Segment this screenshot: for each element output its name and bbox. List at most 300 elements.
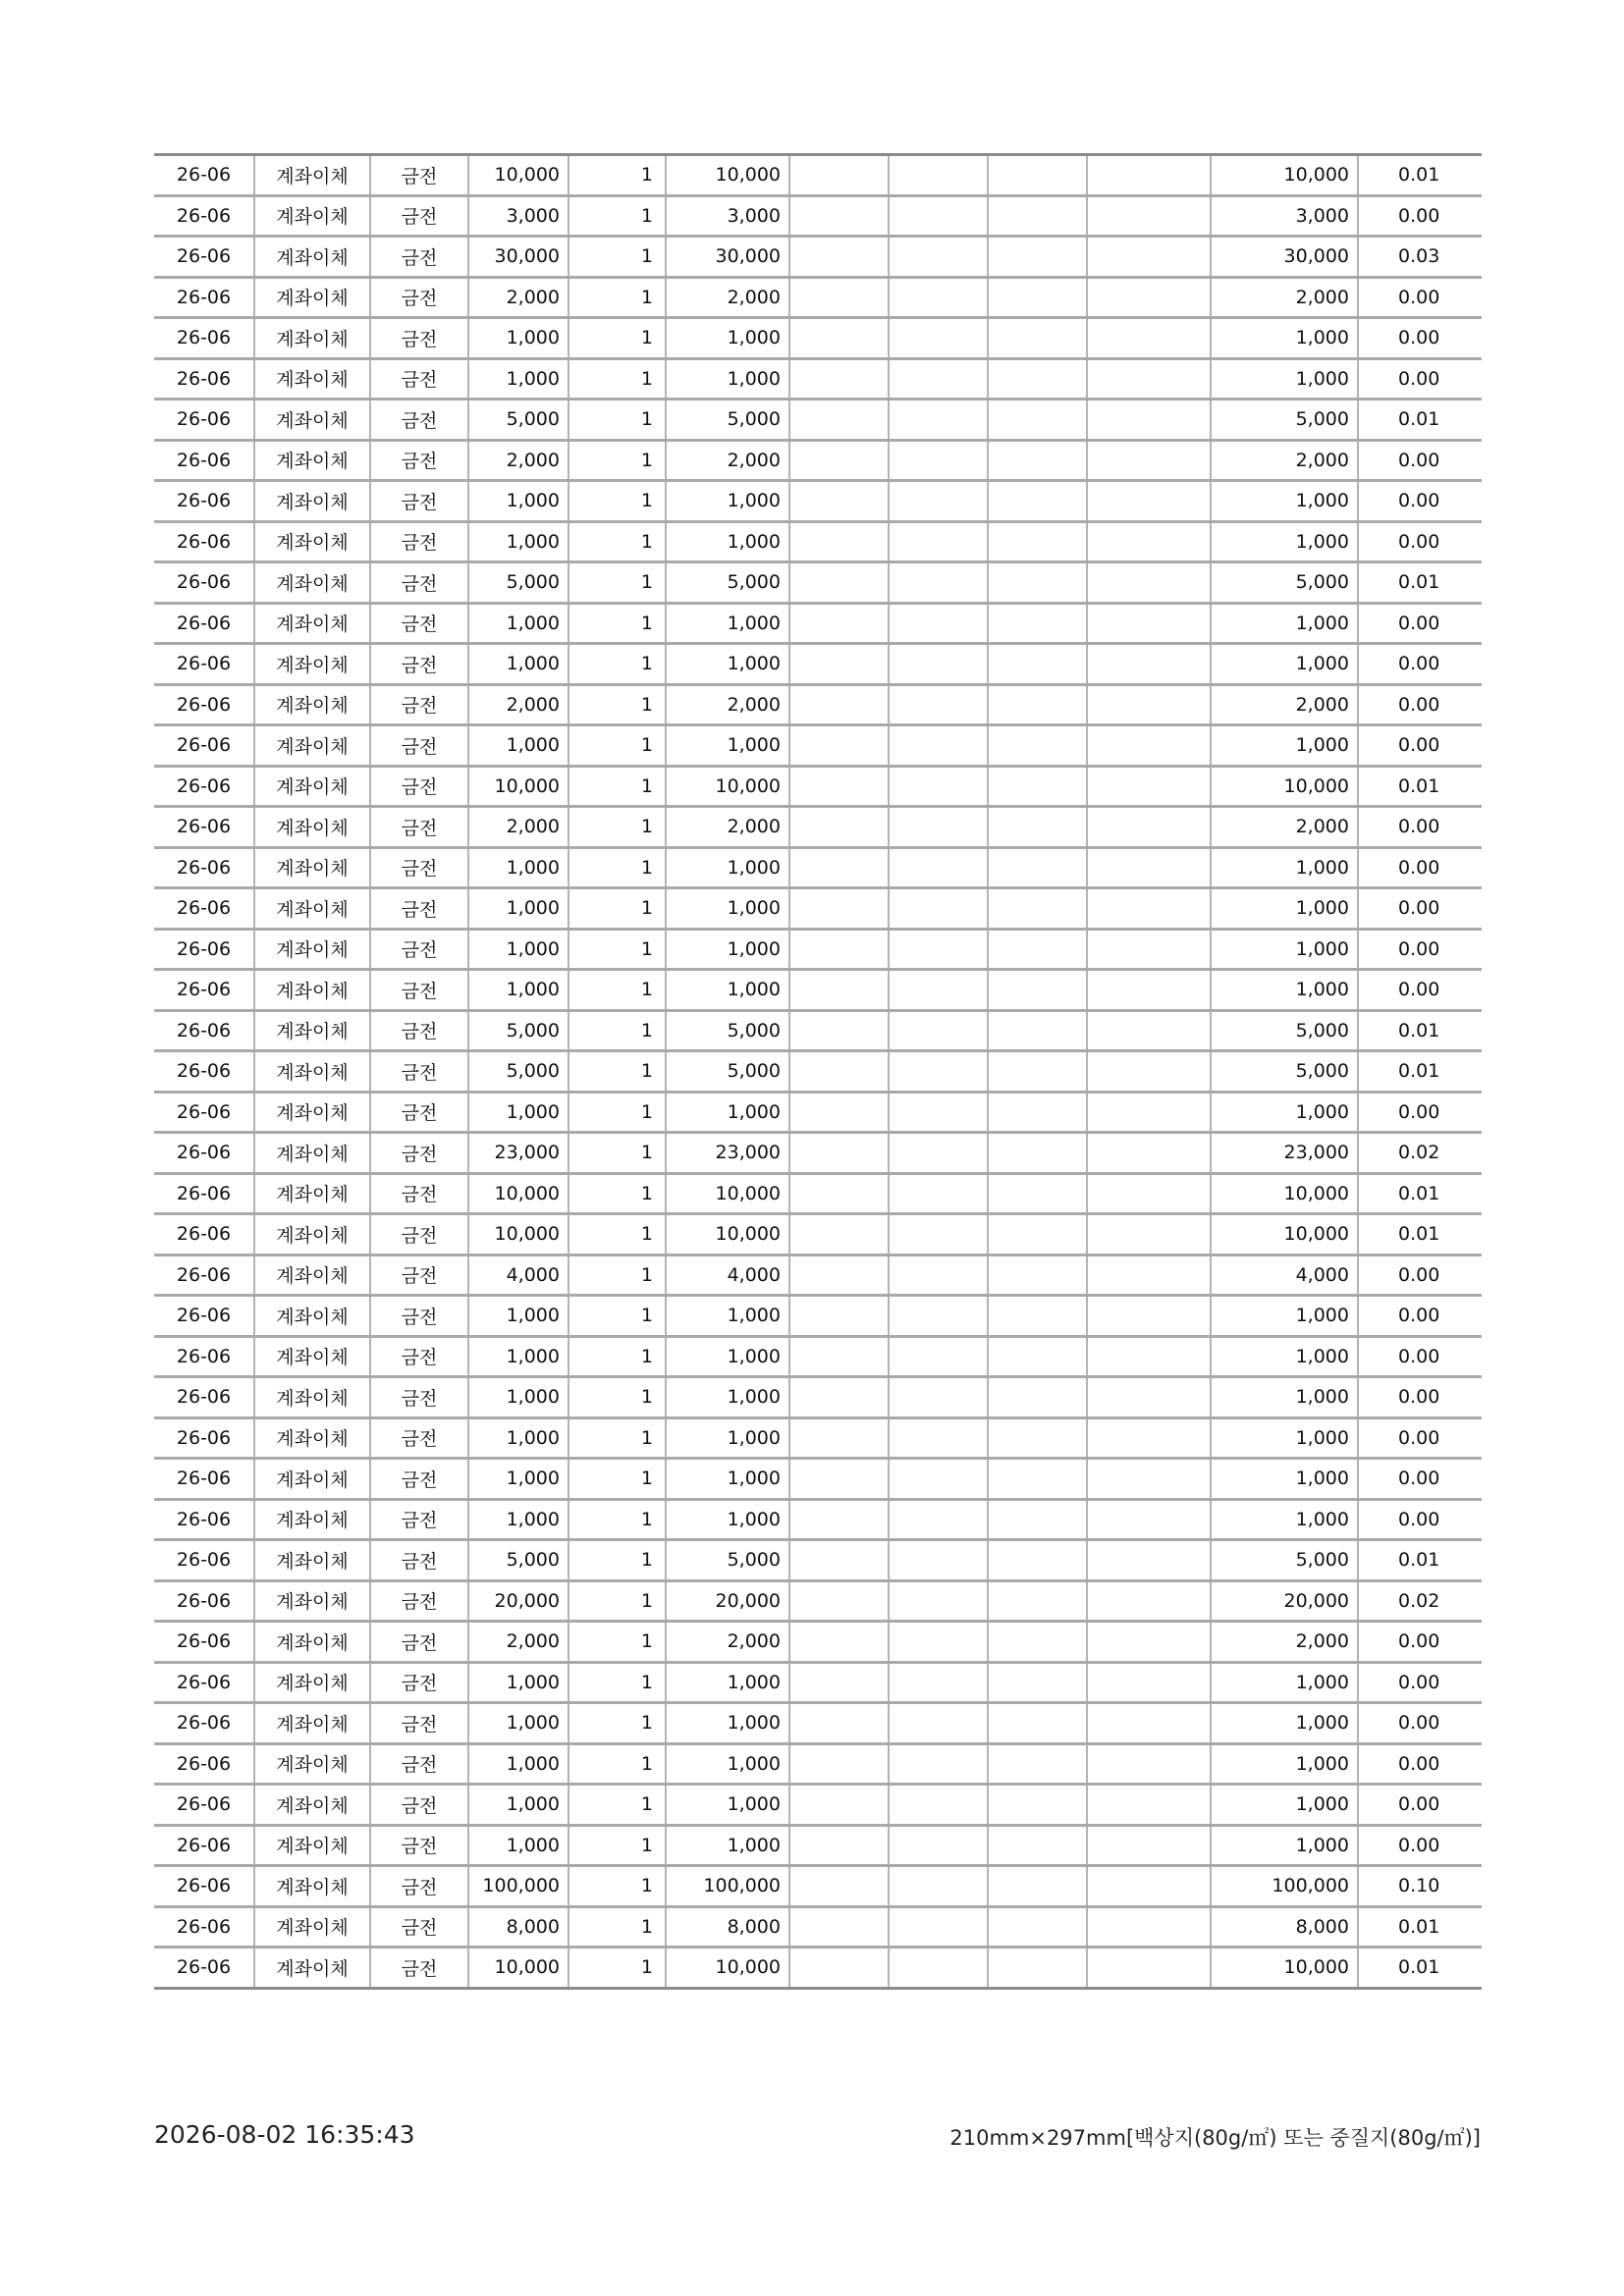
cell-payment-method: 계좌이체 <box>254 1133 370 1174</box>
cell-amount: 1,000 <box>666 970 789 1011</box>
cell-blank <box>889 766 988 807</box>
cell-blank <box>889 1417 988 1459</box>
cell-type: 금전 <box>370 1010 468 1051</box>
cell-payment-method: 계좌이체 <box>254 277 370 318</box>
cell-blank <box>988 237 1087 278</box>
cell-blank <box>889 1459 988 1500</box>
cell-blank <box>889 1540 988 1581</box>
cell-total: 2,000 <box>1211 807 1358 848</box>
cell-rate: 0.00 <box>1358 1703 1482 1744</box>
cell-period: 26-06 <box>154 1010 254 1051</box>
cell-payment-method: 계좌이체 <box>254 929 370 970</box>
cell-rate: 0.01 <box>1358 1540 1482 1581</box>
cell-rate: 0.00 <box>1358 644 1482 685</box>
cell-blank <box>789 1133 889 1174</box>
cell-rate: 0.00 <box>1358 1255 1482 1296</box>
cell-blank <box>789 1743 889 1785</box>
cell-payment-method: 계좌이체 <box>254 1417 370 1459</box>
cell-total: 1,000 <box>1211 1662 1358 1703</box>
cell-blank <box>889 400 988 441</box>
cell-blank <box>1087 521 1211 562</box>
cell-period: 26-06 <box>154 1499 254 1540</box>
cell-payment-method: 계좌이체 <box>254 1173 370 1214</box>
cell-payment-method: 계좌이체 <box>254 1377 370 1418</box>
ledger-body <box>154 155 1482 1989</box>
cell-type: 금전 <box>370 195 468 237</box>
cell-payment-method: 계좌이체 <box>254 603 370 644</box>
cell-amount: 1,000 <box>666 318 789 359</box>
cell-period: 26-06 <box>154 807 254 848</box>
cell-amount: 10,000 <box>666 766 789 807</box>
cell-blank <box>988 1580 1087 1622</box>
cell-type: 금전 <box>370 725 468 767</box>
cell-type: 금전 <box>370 1703 468 1744</box>
cell-payment-method: 계좌이체 <box>254 481 370 522</box>
cell-unit-amount: 10,000 <box>468 1173 568 1214</box>
cell-total: 1,000 <box>1211 1377 1358 1418</box>
cell-quantity: 1 <box>568 318 666 359</box>
cell-total: 20,000 <box>1211 1580 1358 1622</box>
cell-blank <box>789 481 889 522</box>
table-row <box>154 1173 1482 1214</box>
cell-quantity: 1 <box>568 1540 666 1581</box>
cell-unit-amount: 1,000 <box>468 481 568 522</box>
cell-total: 8,000 <box>1211 1906 1358 1948</box>
cell-total: 23,000 <box>1211 1133 1358 1174</box>
cell-rate: 0.00 <box>1358 684 1482 725</box>
cell-rate: 0.01 <box>1358 562 1482 604</box>
cell-blank <box>988 807 1087 848</box>
cell-quantity: 1 <box>568 725 666 767</box>
cell-unit-amount: 1,000 <box>468 1743 568 1785</box>
cell-unit-amount: 1,000 <box>468 1336 568 1377</box>
cell-blank <box>1087 888 1211 930</box>
cell-blank <box>1087 1948 1211 1989</box>
cell-blank <box>1087 1622 1211 1663</box>
cell-rate: 0.00 <box>1358 1743 1482 1785</box>
cell-blank <box>889 237 988 278</box>
table-row <box>154 195 1482 237</box>
cell-blank <box>889 1906 988 1948</box>
cell-period: 26-06 <box>154 358 254 400</box>
cell-total: 2,000 <box>1211 277 1358 318</box>
cell-type: 금전 <box>370 1499 468 1540</box>
cell-rate: 0.01 <box>1358 1214 1482 1255</box>
cell-payment-method: 계좌이체 <box>254 1785 370 1826</box>
cell-blank <box>789 1948 889 1989</box>
cell-blank <box>789 1377 889 1418</box>
cell-rate: 0.00 <box>1358 603 1482 644</box>
cell-blank <box>789 1296 889 1337</box>
table-row <box>154 481 1482 522</box>
cell-unit-amount: 1,000 <box>468 1092 568 1133</box>
cell-blank <box>988 155 1087 196</box>
cell-period: 26-06 <box>154 1906 254 1948</box>
cell-period: 26-06 <box>154 521 254 562</box>
cell-period: 26-06 <box>154 481 254 522</box>
cell-blank <box>988 1948 1087 1989</box>
cell-unit-amount: 1,000 <box>468 970 568 1011</box>
cell-blank <box>889 1051 988 1093</box>
cell-total: 1,000 <box>1211 1703 1358 1744</box>
cell-total: 1,000 <box>1211 358 1358 400</box>
cell-total: 2,000 <box>1211 440 1358 481</box>
cell-unit-amount: 30,000 <box>468 237 568 278</box>
cell-rate: 0.00 <box>1358 1785 1482 1826</box>
cell-unit-amount: 2,000 <box>468 807 568 848</box>
cell-type: 금전 <box>370 440 468 481</box>
cell-period: 26-06 <box>154 1133 254 1174</box>
cell-blank <box>1087 847 1211 888</box>
cell-unit-amount: 2,000 <box>468 1622 568 1663</box>
cell-payment-method: 계좌이체 <box>254 1948 370 1989</box>
cell-blank <box>1087 725 1211 767</box>
cell-rate: 0.01 <box>1358 1173 1482 1214</box>
cell-blank <box>889 277 988 318</box>
cell-amount: 2,000 <box>666 684 789 725</box>
cell-blank <box>1087 400 1211 441</box>
cell-total: 10,000 <box>1211 1173 1358 1214</box>
cell-blank <box>988 684 1087 725</box>
cell-rate: 0.00 <box>1358 1296 1482 1337</box>
cell-blank <box>1087 318 1211 359</box>
cell-blank <box>1087 644 1211 685</box>
cell-unit-amount: 5,000 <box>468 1010 568 1051</box>
table-row <box>154 1092 1482 1133</box>
cell-quantity: 1 <box>568 562 666 604</box>
cell-blank <box>988 358 1087 400</box>
cell-period: 26-06 <box>154 1092 254 1133</box>
cell-period: 26-06 <box>154 766 254 807</box>
cell-amount: 1,000 <box>666 603 789 644</box>
cell-payment-method: 계좌이체 <box>254 155 370 196</box>
cell-quantity: 1 <box>568 970 666 1011</box>
cell-blank <box>1087 1540 1211 1581</box>
table-row <box>154 440 1482 481</box>
cell-rate: 0.00 <box>1358 847 1482 888</box>
cell-unit-amount: 1,000 <box>468 1499 568 1540</box>
table-row <box>154 847 1482 888</box>
cell-amount: 1,000 <box>666 1743 789 1785</box>
cell-blank <box>889 1743 988 1785</box>
cell-type: 금전 <box>370 644 468 685</box>
cell-unit-amount: 4,000 <box>468 1255 568 1296</box>
cell-rate: 0.01 <box>1358 1906 1482 1948</box>
table-row <box>154 1417 1482 1459</box>
table-row <box>154 1214 1482 1255</box>
cell-amount: 1,000 <box>666 358 789 400</box>
cell-amount: 2,000 <box>666 1622 789 1663</box>
cell-total: 1,000 <box>1211 603 1358 644</box>
cell-blank <box>789 358 889 400</box>
cell-blank <box>988 318 1087 359</box>
cell-rate: 0.00 <box>1358 521 1482 562</box>
cell-blank <box>789 1417 889 1459</box>
cell-payment-method: 계좌이체 <box>254 318 370 359</box>
cell-period: 26-06 <box>154 155 254 196</box>
cell-blank <box>889 1214 988 1255</box>
table-row <box>154 888 1482 930</box>
cell-quantity: 1 <box>568 1377 666 1418</box>
cell-blank <box>889 929 988 970</box>
cell-unit-amount: 1,000 <box>468 725 568 767</box>
cell-blank <box>1087 1703 1211 1744</box>
cell-amount: 1,000 <box>666 1825 789 1866</box>
cell-period: 26-06 <box>154 440 254 481</box>
cell-payment-method: 계좌이체 <box>254 1296 370 1337</box>
cell-blank <box>889 440 988 481</box>
cell-unit-amount: 2,000 <box>468 684 568 725</box>
cell-total: 1,000 <box>1211 929 1358 970</box>
cell-rate: 0.10 <box>1358 1866 1482 1907</box>
cell-rate: 0.00 <box>1358 1336 1482 1377</box>
cell-period: 26-06 <box>154 644 254 685</box>
cell-rate: 0.02 <box>1358 1133 1482 1174</box>
cell-blank <box>988 1703 1087 1744</box>
cell-blank <box>1087 1214 1211 1255</box>
cell-blank <box>988 1377 1087 1418</box>
cell-rate: 0.00 <box>1358 318 1482 359</box>
cell-rate: 0.00 <box>1358 807 1482 848</box>
cell-period: 26-06 <box>154 1459 254 1500</box>
cell-quantity: 1 <box>568 1866 666 1907</box>
cell-blank <box>1087 1662 1211 1703</box>
cell-amount: 1,000 <box>666 1417 789 1459</box>
cell-blank <box>988 1336 1087 1377</box>
cell-blank <box>789 1214 889 1255</box>
cell-blank <box>1087 481 1211 522</box>
cell-blank <box>1087 1051 1211 1093</box>
cell-type: 금전 <box>370 603 468 644</box>
cell-unit-amount: 2,000 <box>468 277 568 318</box>
cell-blank <box>789 888 889 930</box>
cell-unit-amount: 1,000 <box>468 1662 568 1703</box>
cell-blank <box>1087 155 1211 196</box>
cell-total: 1,000 <box>1211 725 1358 767</box>
cell-total: 5,000 <box>1211 1010 1358 1051</box>
cell-total: 1,000 <box>1211 970 1358 1011</box>
cell-blank <box>889 1499 988 1540</box>
cell-quantity: 1 <box>568 1417 666 1459</box>
cell-blank <box>1087 1580 1211 1622</box>
cell-blank <box>889 847 988 888</box>
cell-blank <box>889 195 988 237</box>
cell-blank <box>988 1173 1087 1214</box>
cell-blank <box>789 1010 889 1051</box>
cell-amount: 5,000 <box>666 1051 789 1093</box>
cell-blank <box>988 521 1087 562</box>
cell-payment-method: 계좌이체 <box>254 1580 370 1622</box>
cell-blank <box>789 1051 889 1093</box>
table-row <box>154 237 1482 278</box>
cell-blank <box>889 1948 988 1989</box>
cell-blank <box>889 1092 988 1133</box>
cell-period: 26-06 <box>154 847 254 888</box>
cell-quantity: 1 <box>568 1092 666 1133</box>
cell-amount: 10,000 <box>666 1214 789 1255</box>
cell-type: 금전 <box>370 1336 468 1377</box>
cell-blank <box>1087 1336 1211 1377</box>
table-row <box>154 1459 1482 1500</box>
cell-total: 10,000 <box>1211 1214 1358 1255</box>
cell-quantity: 1 <box>568 1173 666 1214</box>
cell-blank <box>789 807 889 848</box>
cell-blank <box>889 1622 988 1663</box>
cell-payment-method: 계좌이체 <box>254 1459 370 1500</box>
table-row <box>154 970 1482 1011</box>
cell-total: 4,000 <box>1211 1255 1358 1296</box>
table-row <box>154 400 1482 441</box>
cell-blank <box>889 1703 988 1744</box>
cell-blank <box>1087 1785 1211 1826</box>
cell-rate: 0.00 <box>1358 358 1482 400</box>
cell-blank <box>988 481 1087 522</box>
cell-total: 1,000 <box>1211 888 1358 930</box>
cell-quantity: 1 <box>568 155 666 196</box>
cell-rate: 0.01 <box>1358 1051 1482 1093</box>
paper-spec: 210mm×297mm[백상지(80g/㎡) 또는 중질지(80g/㎡)] <box>949 2126 1481 2150</box>
cell-unit-amount: 5,000 <box>468 400 568 441</box>
cell-unit-amount: 1,000 <box>468 888 568 930</box>
cell-payment-method: 계좌이체 <box>254 358 370 400</box>
cell-type: 금전 <box>370 847 468 888</box>
cell-period: 26-06 <box>154 318 254 359</box>
cell-rate: 0.01 <box>1358 766 1482 807</box>
table-row <box>154 929 1482 970</box>
cell-payment-method: 계좌이체 <box>254 1540 370 1581</box>
cell-rate: 0.00 <box>1358 929 1482 970</box>
cell-total: 1,000 <box>1211 521 1358 562</box>
cell-amount: 1,000 <box>666 1459 789 1500</box>
table-row <box>154 1580 1482 1622</box>
cell-rate: 0.00 <box>1358 1417 1482 1459</box>
table-row <box>154 1906 1482 1948</box>
cell-blank <box>889 1296 988 1337</box>
cell-period: 26-06 <box>154 1662 254 1703</box>
cell-payment-method: 계좌이체 <box>254 1825 370 1866</box>
cell-total: 1,000 <box>1211 318 1358 359</box>
cell-period: 26-06 <box>154 1825 254 1866</box>
cell-amount: 20,000 <box>666 1580 789 1622</box>
cell-unit-amount: 1,000 <box>468 847 568 888</box>
cell-blank <box>1087 1825 1211 1866</box>
cell-unit-amount: 10,000 <box>468 155 568 196</box>
cell-period: 26-06 <box>154 1866 254 1907</box>
cell-blank <box>988 400 1087 441</box>
cell-blank <box>889 1825 988 1866</box>
cell-blank <box>1087 1499 1211 1540</box>
cell-quantity: 1 <box>568 195 666 237</box>
cell-type: 금전 <box>370 1133 468 1174</box>
cell-period: 26-06 <box>154 1214 254 1255</box>
cell-quantity: 1 <box>568 400 666 441</box>
cell-blank <box>988 1499 1087 1540</box>
cell-quantity: 1 <box>568 1622 666 1663</box>
cell-payment-method: 계좌이체 <box>254 1051 370 1093</box>
cell-type: 금전 <box>370 562 468 604</box>
cell-type: 금전 <box>370 970 468 1011</box>
cell-type: 금전 <box>370 1255 468 1296</box>
cell-blank <box>1087 1417 1211 1459</box>
cell-quantity: 1 <box>568 684 666 725</box>
cell-blank <box>789 847 889 888</box>
cell-blank <box>889 562 988 604</box>
cell-period: 26-06 <box>154 970 254 1011</box>
cell-unit-amount: 1,000 <box>468 644 568 685</box>
cell-type: 금전 <box>370 1051 468 1093</box>
cell-blank <box>988 929 1087 970</box>
cell-quantity: 1 <box>568 1948 666 1989</box>
cell-blank <box>988 1051 1087 1093</box>
cell-blank <box>1087 603 1211 644</box>
cell-amount: 1,000 <box>666 847 789 888</box>
cell-period: 26-06 <box>154 277 254 318</box>
table-row <box>154 1336 1482 1377</box>
cell-payment-method: 계좌이체 <box>254 1255 370 1296</box>
cell-amount: 2,000 <box>666 807 789 848</box>
cell-blank <box>789 1459 889 1500</box>
cell-quantity: 1 <box>568 888 666 930</box>
cell-quantity: 1 <box>568 1051 666 1093</box>
cell-payment-method: 계좌이체 <box>254 400 370 441</box>
cell-payment-method: 계좌이체 <box>254 1092 370 1133</box>
cell-blank <box>889 1133 988 1174</box>
cell-blank <box>789 1255 889 1296</box>
cell-quantity: 1 <box>568 521 666 562</box>
cell-amount: 1,000 <box>666 1499 789 1540</box>
cell-blank <box>789 1580 889 1622</box>
cell-blank <box>789 766 889 807</box>
cell-period: 26-06 <box>154 1051 254 1093</box>
cell-blank <box>988 644 1087 685</box>
cell-amount: 1,000 <box>666 929 789 970</box>
cell-total: 2,000 <box>1211 1622 1358 1663</box>
cell-payment-method: 계좌이체 <box>254 888 370 930</box>
table-row <box>154 1255 1482 1296</box>
cell-period: 26-06 <box>154 195 254 237</box>
cell-rate: 0.03 <box>1358 237 1482 278</box>
cell-rate: 0.00 <box>1358 725 1482 767</box>
cell-unit-amount: 1,000 <box>468 929 568 970</box>
table-row <box>154 1540 1482 1581</box>
cell-amount: 1,000 <box>666 1377 789 1418</box>
cell-blank <box>988 1743 1087 1785</box>
cell-quantity: 1 <box>568 1743 666 1785</box>
cell-rate: 0.01 <box>1358 400 1482 441</box>
cell-quantity: 1 <box>568 1255 666 1296</box>
cell-type: 금전 <box>370 807 468 848</box>
cell-blank <box>1087 1010 1211 1051</box>
cell-blank <box>889 603 988 644</box>
cell-type: 금전 <box>370 318 468 359</box>
cell-blank <box>1087 1906 1211 1948</box>
cell-unit-amount: 1,000 <box>468 1703 568 1744</box>
cell-period: 26-06 <box>154 237 254 278</box>
cell-type: 금전 <box>370 400 468 441</box>
cell-blank <box>988 1906 1087 1948</box>
cell-period: 26-06 <box>154 1703 254 1744</box>
cell-type: 금전 <box>370 1459 468 1500</box>
cell-blank <box>988 1459 1087 1500</box>
cell-rate: 0.00 <box>1358 1092 1482 1133</box>
cell-amount: 3,000 <box>666 195 789 237</box>
cell-blank <box>889 358 988 400</box>
cell-rate: 0.00 <box>1358 195 1482 237</box>
cell-payment-method: 계좌이체 <box>254 237 370 278</box>
cell-amount: 30,000 <box>666 237 789 278</box>
cell-period: 26-06 <box>154 1622 254 1663</box>
cell-rate: 0.00 <box>1358 1499 1482 1540</box>
